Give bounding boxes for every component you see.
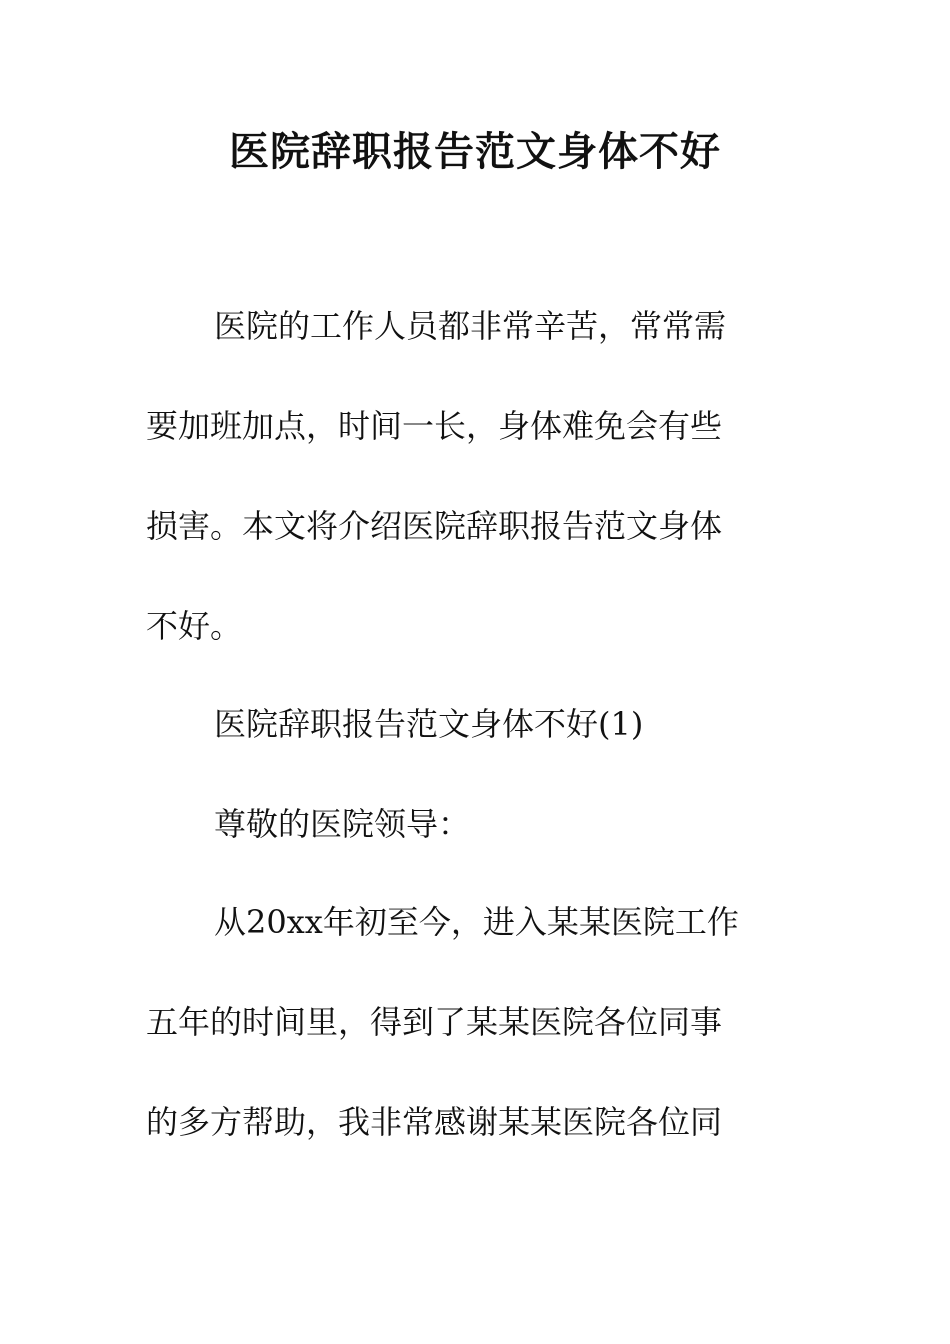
body-line: 不好。 [146, 607, 243, 645]
document-title: 医院辞职报告范文身体不好 [229, 129, 721, 175]
body-line: 的多方帮助，我非常感谢某某医院各位同 [146, 1103, 723, 1141]
salutation: 尊敬的医院领导： [214, 805, 471, 843]
body-line: 要加班加点，时间一长，身体难免会有些 [146, 407, 723, 445]
body-line: 医院的工作人员都非常辛苦，常常需 [214, 307, 727, 345]
body-line: 五年的时间里，得到了某某医院各位同事 [146, 1003, 723, 1041]
body-line: 从20xx年初至今，进入某某医院工作 [214, 903, 739, 941]
section-heading: 医院辞职报告范文身体不好(1) [214, 705, 644, 743]
body-line: 损害。本文将介绍医院辞职报告范文身体 [146, 507, 723, 545]
